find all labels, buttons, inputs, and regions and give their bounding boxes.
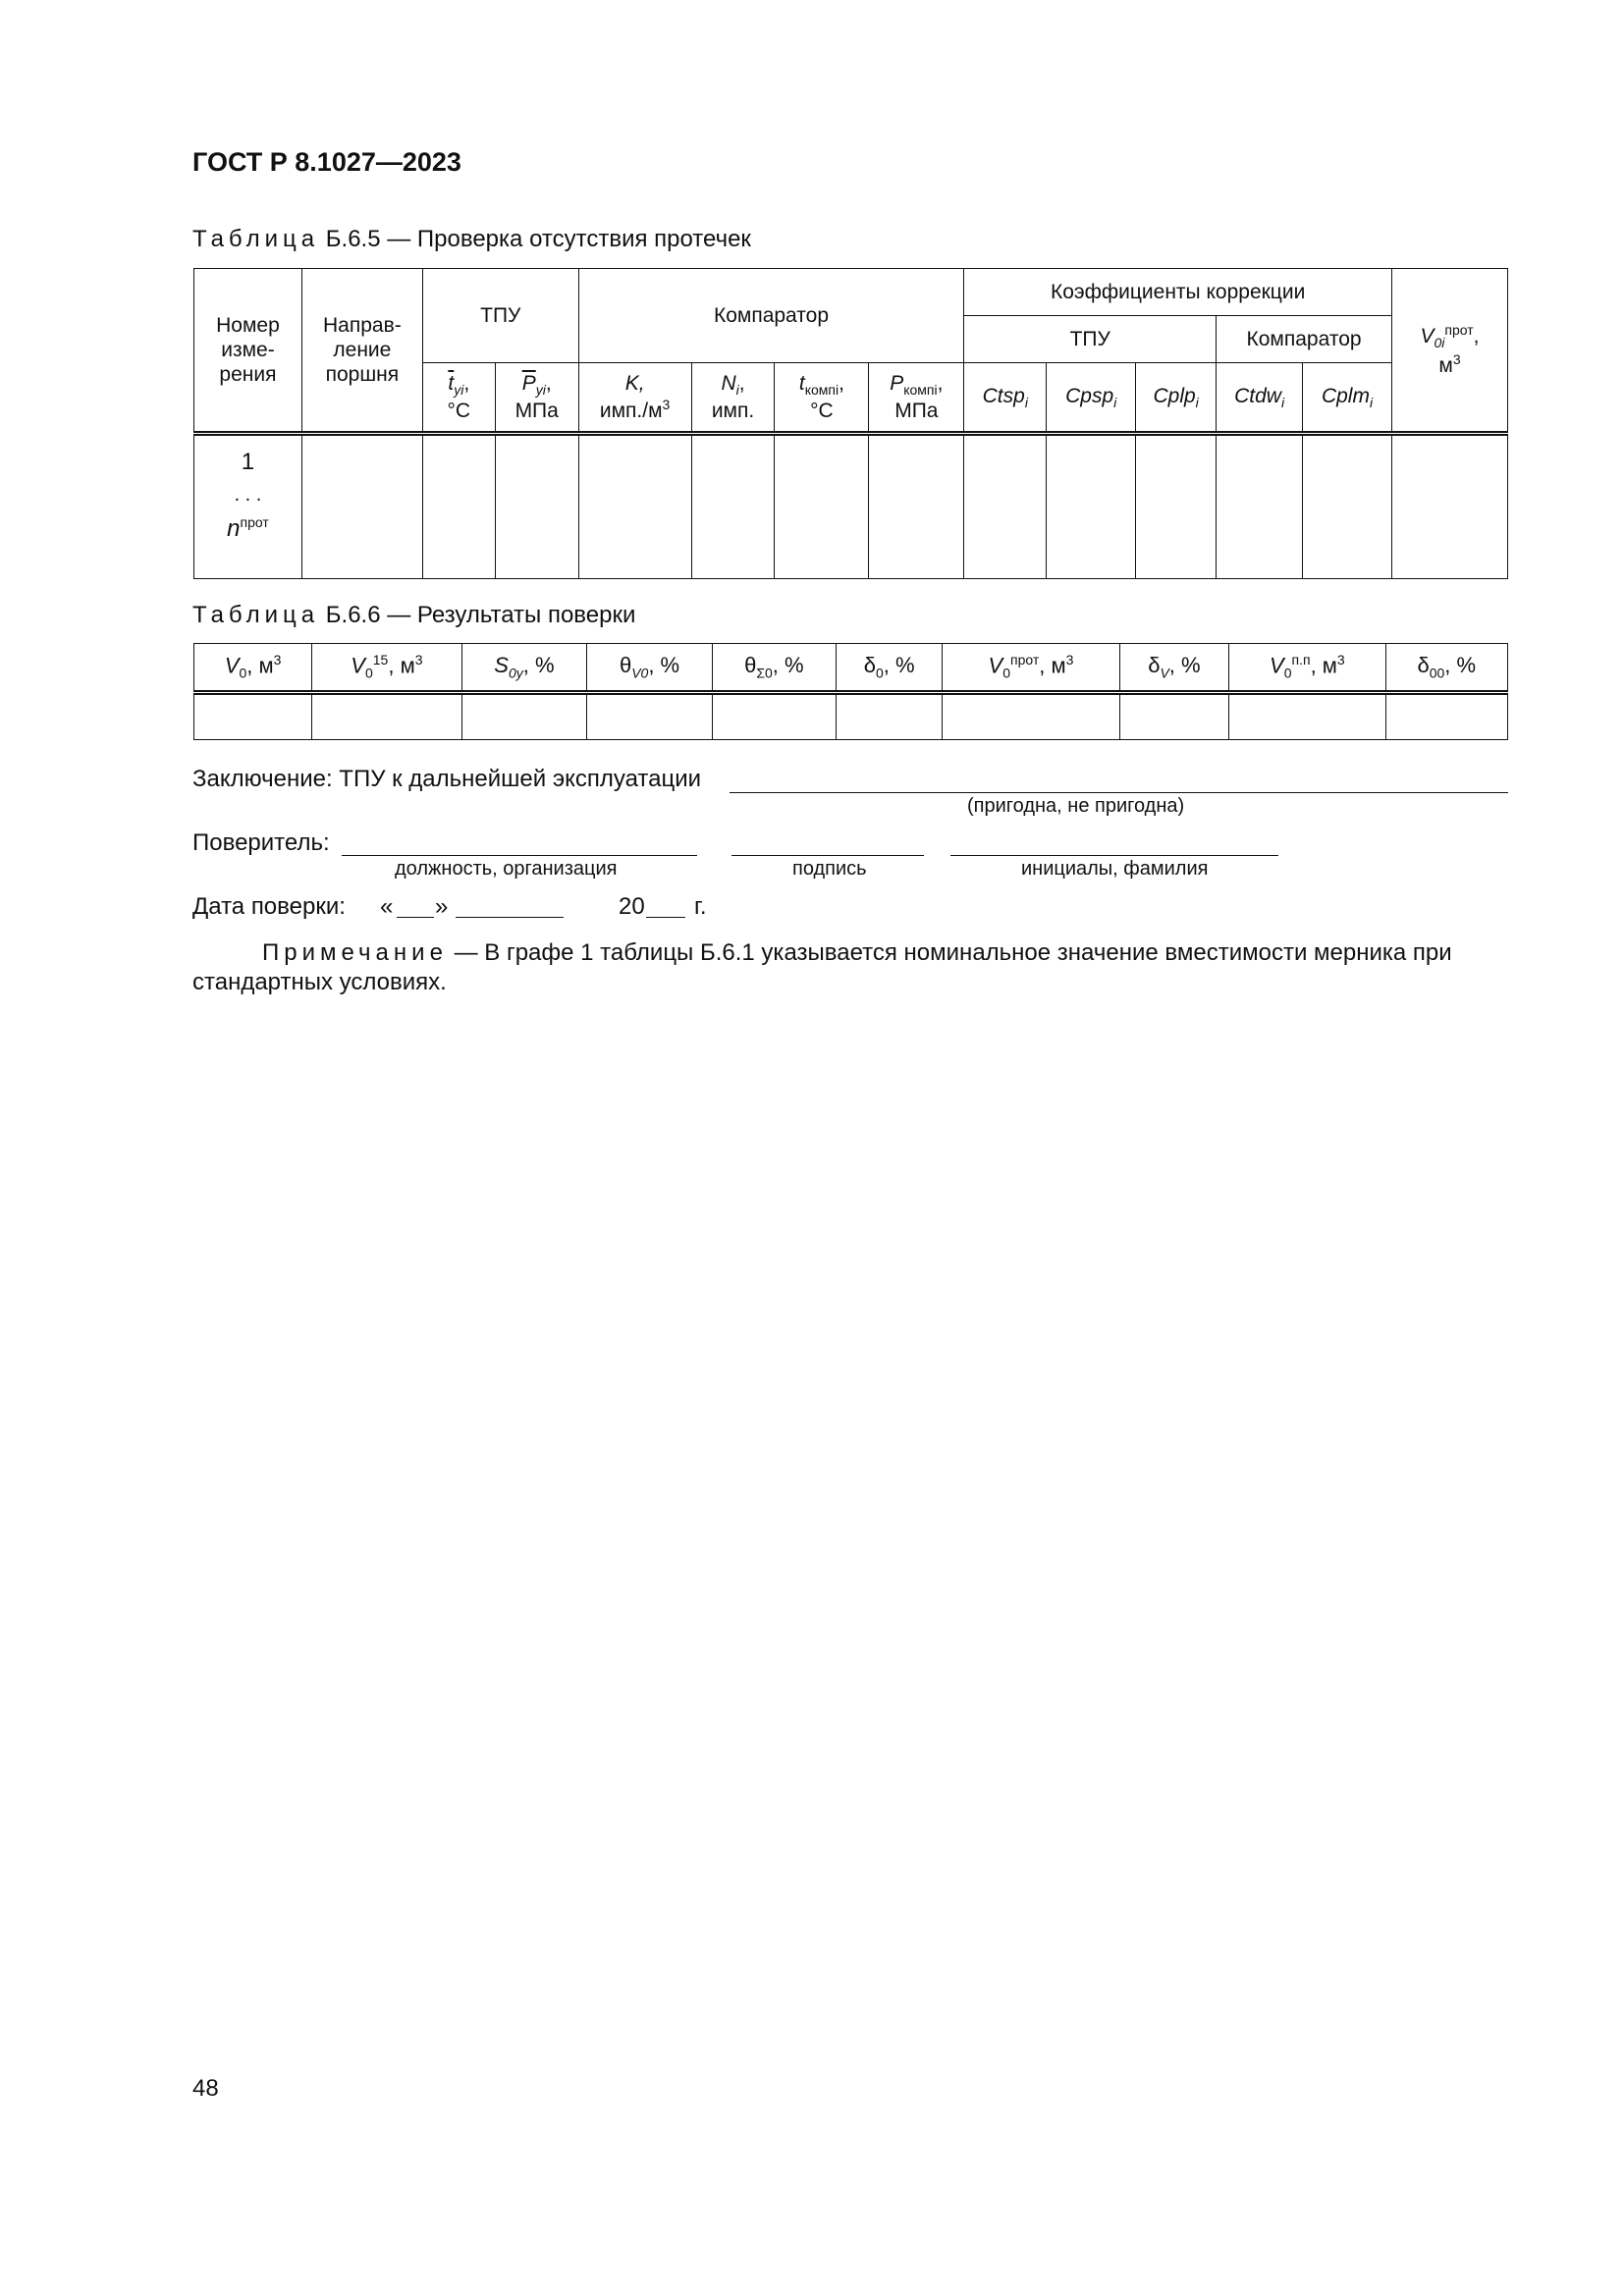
verifier-name-line[interactable] xyxy=(950,855,1278,856)
header-pulses: $N_i$, имп. xyxy=(691,363,775,434)
header-v0-pp: $V_0^{п.п}$, $м^3$ xyxy=(1229,644,1385,693)
header-coef-tpu: ТПУ xyxy=(964,316,1217,363)
verifier-position-line[interactable] xyxy=(342,855,697,856)
header-ctsp: Ctsp$_i$ xyxy=(964,363,1047,434)
header-v0-prot: $V_0^{прот}$, $м^3$ xyxy=(943,644,1119,693)
date-month-line[interactable] xyxy=(456,917,564,918)
header-ctdw: Ctdw$_i$ xyxy=(1217,363,1303,434)
empty-cell xyxy=(943,693,1119,740)
table-row xyxy=(194,434,1508,579)
verifier-name-hint: инициалы, фамилия xyxy=(1021,858,1209,880)
verifier-signature-hint: подпись xyxy=(792,858,867,880)
empty-cell xyxy=(775,434,869,579)
page-number: 48 xyxy=(192,2075,219,2102)
empty-cell xyxy=(461,693,587,740)
empty-cell xyxy=(1119,693,1229,740)
date-open-quote: « xyxy=(380,893,394,920)
leak-check-table xyxy=(193,268,1508,579)
verification-results-table xyxy=(193,643,1508,740)
empty-cell xyxy=(1385,693,1507,740)
header-cpsp: Cpsp$_i$ xyxy=(1047,363,1136,434)
table1-caption-word: Таблица xyxy=(192,226,320,252)
note-line-2: стандартных условиях. xyxy=(192,969,447,995)
conclusion-fill-line[interactable] xyxy=(730,792,1508,793)
header-theta-v0: $\theta_{V0}$, % xyxy=(587,644,713,693)
table1-caption xyxy=(192,226,751,253)
date-year-line[interactable] xyxy=(646,917,685,918)
conclusion-hint: (пригодна, не пригодна) xyxy=(967,795,1185,817)
header-line: поршня xyxy=(325,363,400,387)
note-line-1 xyxy=(262,939,1519,967)
empty-cell xyxy=(312,693,461,740)
empty-cell xyxy=(1047,434,1136,579)
header-measurement-number xyxy=(194,269,302,434)
header-line: рения xyxy=(219,363,277,387)
empty-cell xyxy=(1391,434,1507,579)
header-line: ление xyxy=(333,338,392,361)
header-piston-direction xyxy=(301,269,422,434)
date-day-line[interactable] xyxy=(397,917,434,918)
empty-cell xyxy=(495,434,578,579)
empty-cell xyxy=(691,434,775,579)
verifier-signature-line[interactable] xyxy=(731,855,924,856)
empty-cell xyxy=(1136,434,1217,579)
header-line: изме- xyxy=(221,338,275,361)
note-word: Примечание xyxy=(262,939,448,966)
empty-cell xyxy=(836,693,942,740)
empty-cell xyxy=(422,434,495,579)
table1-caption-text: Б.6.5 — Проверка отсутствия протечек xyxy=(325,226,751,252)
verifier-label: Поверитель: xyxy=(192,829,330,856)
header-k-factor: K, $имп./м^3$ xyxy=(578,363,691,434)
header-cplp: Cplp$_i$ xyxy=(1136,363,1217,434)
date-year-suffix: г. xyxy=(694,893,707,920)
header-delta-v: $\delta_V$, % xyxy=(1119,644,1229,693)
header-comparator: Компаратор xyxy=(578,269,964,363)
date-label: Дата поверки: xyxy=(192,893,346,920)
header-leak-volume xyxy=(1391,269,1507,434)
note-text: — В графе 1 таблицы Б.6.1 указывается номинальное значение вместимости мерника при xyxy=(454,939,1452,966)
empty-cell xyxy=(587,693,713,740)
empty-cell xyxy=(1217,434,1303,579)
header-leak-volume-unit: $м^3$ xyxy=(1438,350,1461,377)
empty-cell xyxy=(964,434,1047,579)
row-number-cell xyxy=(194,434,302,579)
empty-cell xyxy=(869,434,964,579)
empty-cell xyxy=(1303,434,1392,579)
row-last: $n^{прот}$ xyxy=(227,514,269,543)
header-line: Номер xyxy=(216,313,280,337)
header-v0-15: $V_0^{15}$, $м^3$ xyxy=(312,644,461,693)
header-leak-volume-symbol: $V_{0i}^{прот}$, xyxy=(1420,321,1480,351)
empty-cell xyxy=(712,693,836,740)
header-theta-sigma0: $\theta_{\Sigma 0}$, % xyxy=(712,644,836,693)
row-ellipsis: . . . xyxy=(234,484,262,507)
header-delta00: $\delta_{00}$, % xyxy=(1385,644,1507,693)
header-temperature-tpu: $\overline{t}_{yi}$, °C xyxy=(422,363,495,434)
conclusion-label: Заключение: ТПУ к дальнейшей эксплуатации xyxy=(192,766,702,792)
header-line: Направ- xyxy=(323,313,402,337)
header-coef-comparator: Компаратор xyxy=(1217,316,1392,363)
empty-cell xyxy=(301,434,422,579)
header-correction-coefficients: Коэффициенты коррекции xyxy=(964,269,1392,316)
header-s0y: $S_{0y}$, % xyxy=(461,644,587,693)
date-year-prefix: 20 xyxy=(619,893,645,920)
header-v0: $V_0$, $м^3$ xyxy=(194,644,312,693)
header-temperature-comparator: $t_{компi}$, °C xyxy=(775,363,869,434)
table2-caption xyxy=(192,602,635,629)
table2-caption-word: Таблица xyxy=(192,602,320,628)
document-code: ГОСТ Р 8.1027—2023 xyxy=(192,147,461,177)
row-first: 1 xyxy=(241,449,255,475)
table-row xyxy=(194,693,1508,740)
header-pressure-comparator: $P_{компi}$, МПа xyxy=(869,363,964,434)
header-pressure-tpu: $\overline{P}_{yi}$, МПа xyxy=(495,363,578,434)
empty-cell xyxy=(194,693,312,740)
header-delta0: $\delta_0$, % xyxy=(836,644,942,693)
header-tpu: ТПУ xyxy=(422,269,578,363)
empty-cell xyxy=(1229,693,1385,740)
verifier-position-hint: должность, организация xyxy=(395,858,618,880)
empty-cell xyxy=(578,434,691,579)
date-close-quote: » xyxy=(435,893,449,920)
header-cplm: Cplm$_i$ xyxy=(1303,363,1392,434)
table2-caption-text: Б.6.6 — Результаты поверки xyxy=(325,602,636,628)
